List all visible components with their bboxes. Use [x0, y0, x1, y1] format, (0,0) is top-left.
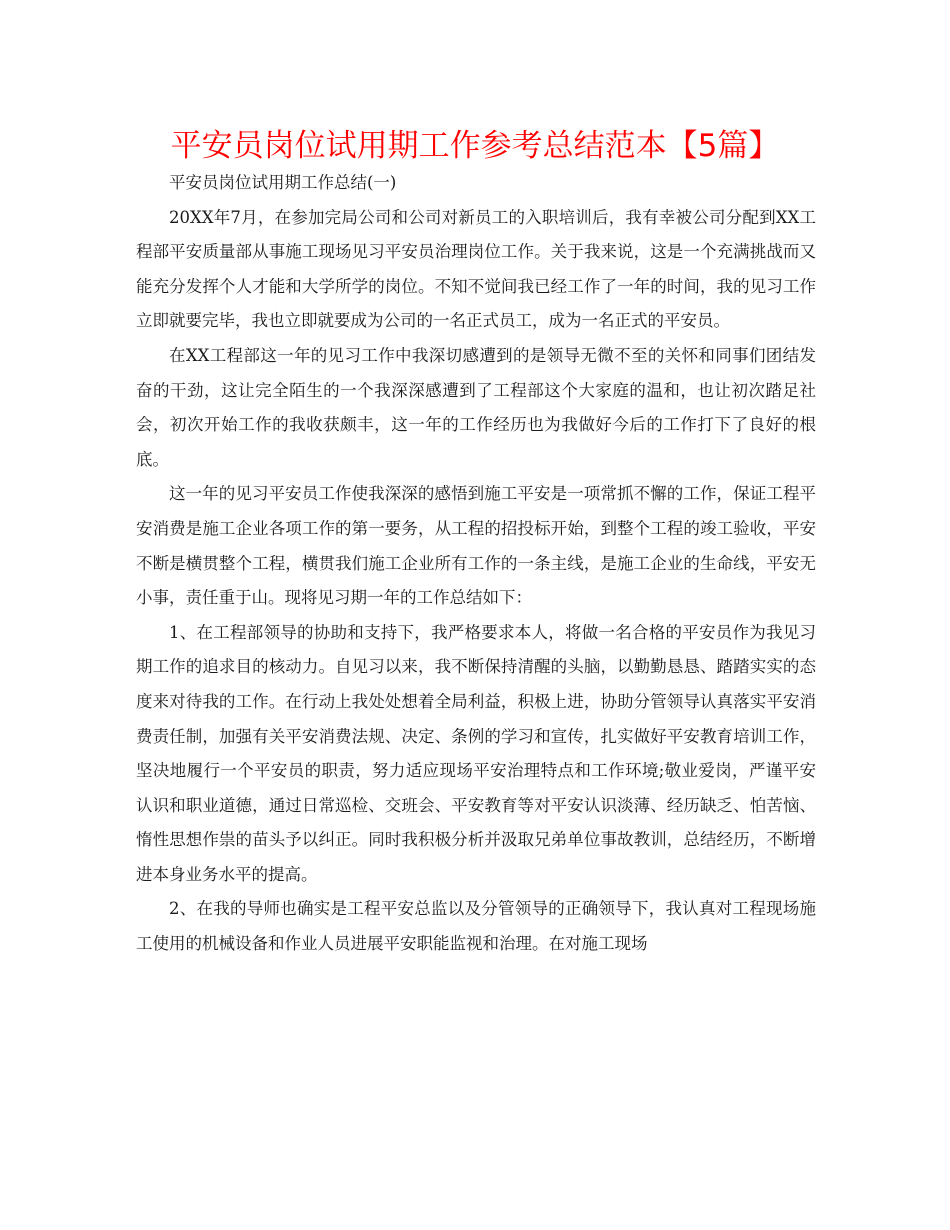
- document-title: 平安员岗位试用期工作参考总结范本【5篇】: [170, 128, 780, 164]
- document-body: [136, 166, 816, 962]
- section-heading: 平安员岗位试用期工作总结(一): [169, 173, 397, 192]
- body-paragraph: 2、在我的导师也确实是工程平安总监以及分管领导的正确领导下，我认真对工程现场施工使用的机械设备和作业人员进展平安职能监视和治理。在对施工现场: [136, 899, 816, 954]
- body-paragraph: 1、在工程部领导的协助和支持下，我严格要求本人，将做一名合格的平安员作为我见习期工作的追求目的核动力。自见习以来，我不断保持清醒的头脑，以勤勤恳恳、踏踏实实的态度来对待我的工作。在行动上我处处想着全局利益，积极上进，协助分管领导认真落实平安消费责任制，加强有关平安消费法规、决定、条例的学习和宣传，扎实做好平安教育培训工作，坚决地履行一个平安员的职责，努力适应现场平安治理特点和工作环境;敬业爱岗，严谨平安认识和职业道德，通过日常巡检、交班会、平安教育等对平安认识淡薄、经历缺乏、怕苦恼、惰性思想作祟的苗头予以纠正。同时我积极分析并汲取兄弟单位事故教训，总结经历，不断增进本身业务水平的提高。: [136, 622, 816, 884]
- body-paragraph: 20XX年7月，在参加完局公司和公司对新员工的入职培训后，我有幸被公司分配到XX工程部平安质量部从事施工现场见习平安员治理岗位工作。关于我来说，这是一个充满挑战而又能充分发挥个人才能和大学所学的岗位。不知不觉间我已经工作了一年的时间，我的见习工作立即就要完毕，我也立即就要成为公司的一名正式员工，成为一名正式的平安员。: [136, 207, 816, 331]
- body-paragraph: 在XX工程部这一年的见习工作中我深切感遭到的是领导无微不至的关怀和同事们团结发奋的干劲，这让完全陌生的一个我深深感遭到了工程部这个大家庭的温和，也让初次踏足社会，初次开始工作的我收获颇丰，这一年的工作经历也为我做好今后的工作打下了良好的根底。: [136, 345, 816, 469]
- body-paragraph: 这一年的见习平安员工作使我深深的感悟到施工平安是一项常抓不懈的工作，保证工程平安消费是施工企业各项工作的第一要务，从工程的招投标开始，到整个工程的竣工验收，平安不断是横贯整个工程，横贯我们施工企业所有工作的一条主线，是施工企业的生命线，平安无小事，责任重于山。现将见习期一年的工作总结如下：: [136, 484, 816, 608]
